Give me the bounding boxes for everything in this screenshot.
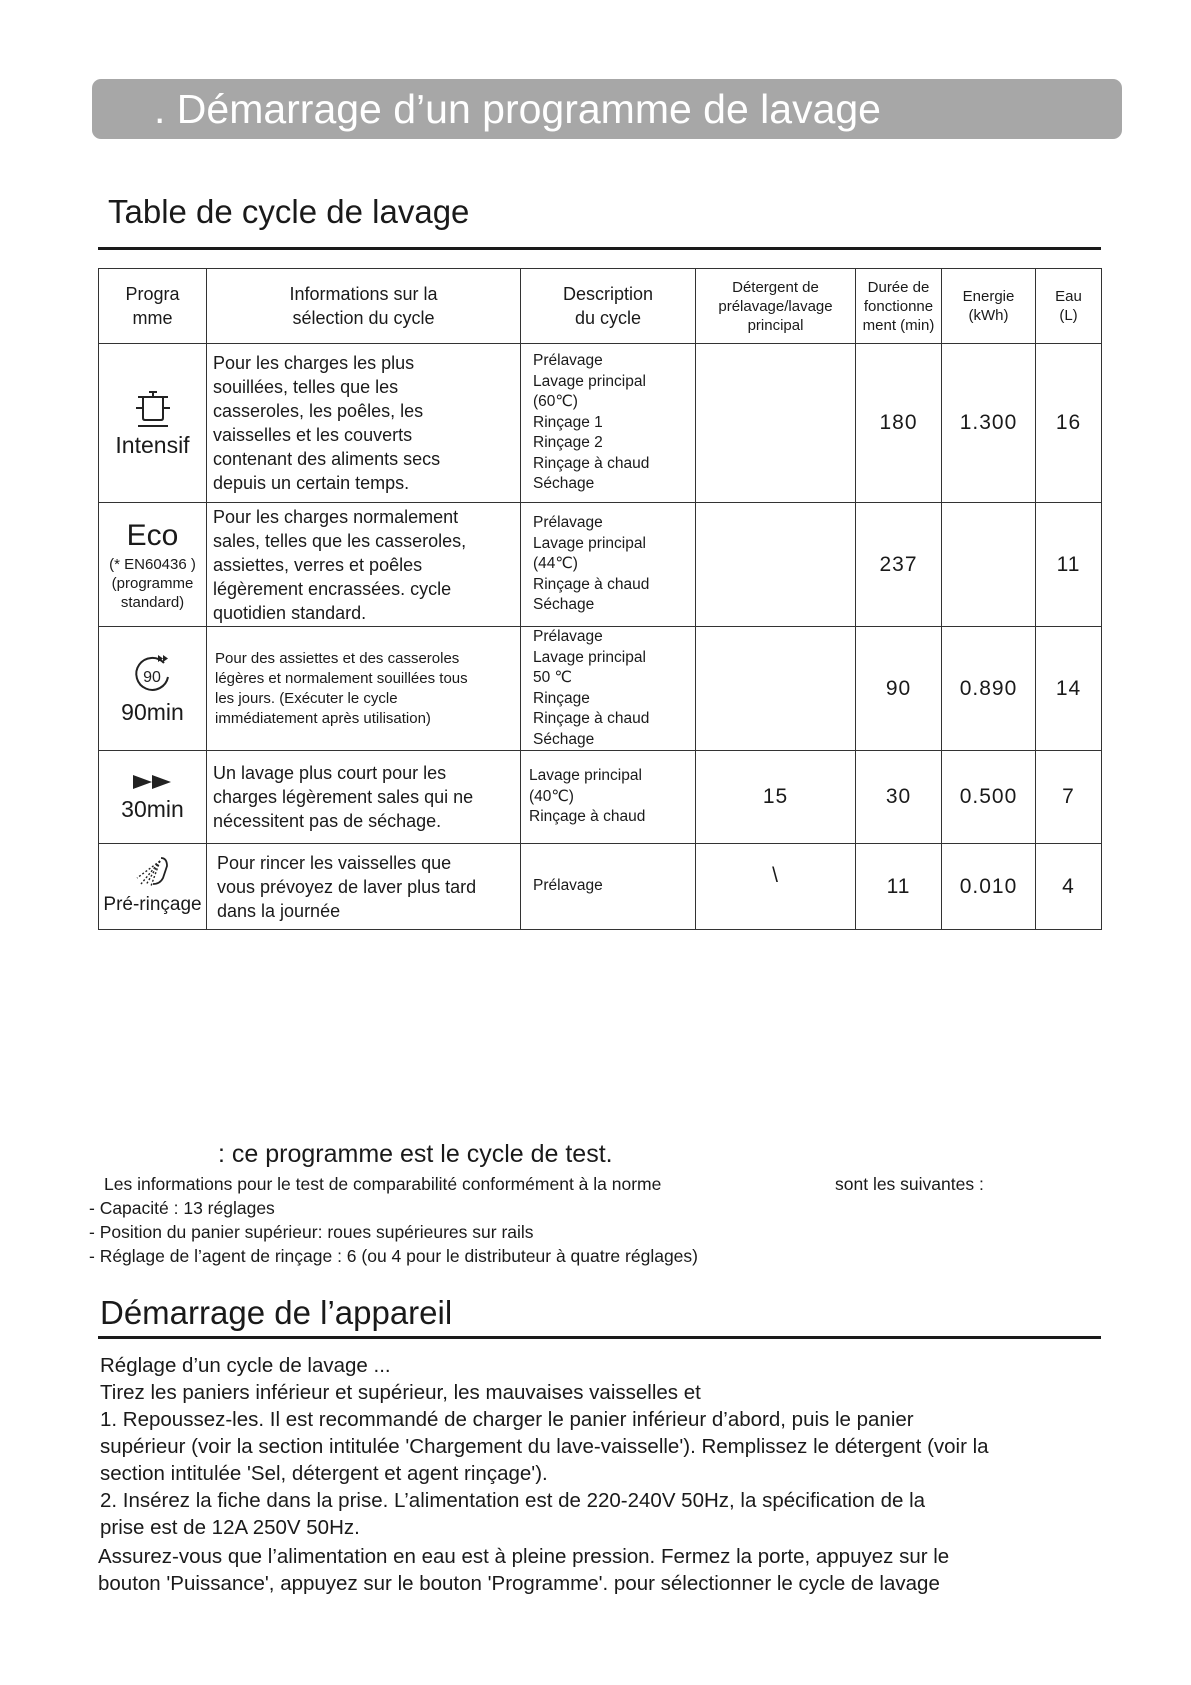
title-rule	[98, 247, 1101, 250]
startup-line: supérieur (voir la section intitulée 'Chargement du lave-vaisselle'). Remplissez le détergent (voir la	[100, 1435, 989, 1458]
header-description-line1: Description	[562, 284, 654, 304]
header-programme-line2: mme	[132, 308, 173, 328]
duration-value: 11	[856, 844, 942, 930]
program-note-line: (programme	[111, 575, 194, 592]
duration-value: 237	[856, 503, 942, 627]
cycle-info	[207, 503, 521, 627]
step-line: (60℃)	[533, 393, 578, 411]
info-line: charges légèrement sales qui ne	[213, 787, 474, 807]
info-line: depuis un certain temps.	[213, 473, 410, 493]
info-line: Un lavage plus court pour les	[213, 763, 447, 783]
energy-value: 0.500	[942, 751, 1036, 844]
shower-icon	[131, 854, 175, 890]
step-line: Rinçage 2	[533, 434, 603, 452]
program-name: Intensif	[115, 432, 190, 458]
info-line: légères et normalement souillées tous	[215, 669, 468, 687]
info-line: assiettes, verres et poêles	[213, 554, 423, 575]
duration-value: 180	[856, 344, 942, 503]
duration-value: 90	[856, 627, 942, 751]
step-line: Rinçage	[533, 689, 590, 707]
water-value: 7	[1036, 751, 1102, 844]
step-line: (44℃)	[533, 555, 578, 573]
detergent-value: 15	[696, 751, 856, 844]
test-info-item: - Réglage de l’agent de rinçage : 6 (ou 4 pour le distributeur à quatre réglages)	[89, 1246, 698, 1266]
step-line: Lavage principal	[533, 648, 646, 666]
test-info-line-end: sont les suivantes :	[835, 1174, 984, 1194]
detergent-value: \	[696, 844, 856, 930]
energy-value	[942, 503, 1036, 627]
startup-line: Réglage d’un cycle de lavage ...	[100, 1354, 391, 1377]
step-line: Rinçage à chaud	[533, 710, 650, 727]
header-description	[521, 269, 696, 344]
header-energy-line1: Energie	[962, 288, 1015, 305]
cycle-steps	[521, 503, 696, 627]
info-line: Pour les charges les plus	[213, 353, 415, 373]
step-line: Lavage principal	[529, 767, 642, 785]
program-name: Eco	[126, 519, 179, 552]
header-info	[207, 269, 521, 344]
header-detergent-line1: Détergent de	[732, 278, 819, 296]
test-cycle-heading: : ce programme est le cycle de test.	[218, 1140, 613, 1168]
step-line: Séchage	[533, 730, 595, 748]
detergent-value	[696, 344, 856, 503]
program-cell	[99, 627, 207, 751]
table-section-title: Table de cycle de lavage	[108, 193, 470, 230]
header-info-line1: Informations sur la	[289, 284, 438, 304]
header-duration-line2: fonctionne	[863, 297, 934, 315]
water-value: 14	[1036, 627, 1102, 751]
info-line: dans la journée	[217, 900, 341, 921]
table-row-pre-rincage	[99, 844, 1102, 930]
table-header-row	[99, 269, 1102, 344]
detergent-value	[696, 503, 856, 627]
startup-line: prise est de 12A 250V 50Hz.	[100, 1516, 360, 1539]
info-line: Pour les charges normalement	[213, 506, 459, 527]
startup-line: section intitulée 'Sel, détergent et agent rinçage').	[100, 1462, 548, 1485]
energy-value: 0.010	[942, 844, 1036, 930]
cycle-steps	[521, 751, 696, 844]
step-line: Séchage	[533, 596, 595, 614]
table-row-intensif	[99, 344, 1102, 503]
header-duration	[856, 269, 942, 344]
energy-value: 1.300	[942, 344, 1036, 503]
info-line: contenant des aliments secs	[213, 449, 441, 469]
info-line: souillées, telles que les	[213, 377, 399, 397]
pot-icon	[130, 386, 176, 430]
info-line: Pour rincer les vaisselles que	[217, 852, 452, 873]
header-programme-line1: Progra	[125, 284, 180, 304]
info-line: vous prévoyez de laver plus tard	[217, 876, 477, 897]
step-line: Rinçage 1	[533, 413, 603, 431]
duration-value: 30	[856, 751, 942, 844]
water-value: 16	[1036, 344, 1102, 503]
header-duration-line1: Durée de	[867, 278, 930, 296]
startup-section-title: Démarrage de l’appareil	[100, 1294, 453, 1331]
info-line: immédiatement après utilisation)	[215, 709, 431, 727]
program-name: 90min	[121, 698, 184, 725]
step-line: Prélavage	[533, 352, 603, 370]
header-detergent-line3: principal	[747, 316, 804, 334]
startup-line: Assurez-vous que l’alimentation en eau est à pleine pression. Fermez la porte, appuyez sur le	[98, 1545, 950, 1568]
energy-value: 0.890	[942, 627, 1036, 751]
cycle-info	[207, 627, 521, 751]
program-cell	[99, 844, 207, 930]
table-row-eco	[99, 503, 1102, 627]
cycle-info	[207, 751, 521, 844]
90-minute-cycle-icon	[128, 651, 178, 697]
fast-forward-icon	[130, 770, 176, 794]
startup-line: 2. Insérez la fiche dans la prise. L’alimentation est de 220-240V 50Hz, la spécification de la	[100, 1489, 926, 1512]
info-line: les jours. (Exécuter le cycle	[215, 689, 398, 707]
step-line: (40℃)	[529, 787, 574, 805]
water-value: 4	[1036, 844, 1102, 930]
program-cell	[99, 503, 207, 627]
step-line: 50 ℃	[533, 669, 572, 686]
info-line: Pour des assiettes et des casseroles	[215, 649, 460, 667]
header-description-line2: du cycle	[574, 308, 642, 328]
90-icon-label: 90	[142, 668, 161, 686]
startup-line: bouton 'Puissance', appuyez sur le bouton 'Programme'. pour sélectionner le cycle de lavage	[98, 1572, 940, 1595]
cycle-steps	[521, 627, 696, 751]
cycle-info	[207, 844, 521, 930]
startup-line: Tirez les paniers inférieur et supérieur, les mauvaises vaisselles et	[100, 1381, 701, 1404]
header-programme	[99, 269, 207, 344]
info-line: vaisselles et les couverts	[213, 425, 413, 445]
cycle-steps	[521, 844, 696, 930]
program-note-line: standard)	[120, 594, 185, 611]
section-banner	[92, 79, 1122, 139]
step-line: Rinçage à chaud	[533, 575, 650, 593]
header-water-line1: Eau	[1055, 288, 1082, 305]
header-water-line2: (L)	[1059, 307, 1078, 324]
test-info-line: Les informations pour le test de comparabilité conformément à la norme	[104, 1174, 662, 1194]
table-row-30min	[99, 751, 1102, 844]
program-cell	[99, 344, 207, 503]
step-line: Prélavage	[533, 628, 603, 645]
header-energy-line2: (kWh)	[968, 307, 1009, 324]
banner-title: . Démarrage d’un programme de lavage	[154, 86, 881, 132]
table-row-90min	[99, 627, 1102, 751]
water-value: 11	[1036, 503, 1102, 627]
cycle-info	[207, 344, 521, 503]
header-energy	[942, 269, 1036, 344]
header-info-line2: sélection du cycle	[292, 308, 435, 328]
info-line: quotidien standard.	[213, 602, 367, 623]
header-detergent	[696, 269, 856, 344]
program-name: Pré-rinçage	[103, 893, 202, 915]
header-water	[1036, 269, 1102, 344]
wash-cycle-table	[98, 268, 1102, 930]
detergent-value	[696, 627, 856, 751]
info-line: sales, telles que les casseroles,	[213, 530, 467, 551]
info-line: légèrement encrassées. cycle	[213, 578, 452, 599]
test-info-item: - Capacité : 13 réglages	[89, 1198, 275, 1218]
step-line: Prélavage	[533, 877, 603, 895]
step-line: Lavage principal	[533, 372, 646, 390]
step-line: Lavage principal	[533, 534, 646, 552]
header-duration-line3: ment (min)	[862, 316, 935, 334]
program-cell	[99, 751, 207, 844]
info-line: casseroles, les poêles, les	[213, 401, 424, 421]
step-line: Rinçage à chaud	[533, 454, 650, 472]
program-name: 30min	[121, 796, 184, 822]
step-line: Prélavage	[533, 514, 603, 532]
startup-rule	[98, 1336, 1101, 1339]
test-info-item: - Position du panier supérieur: roues supérieures sur rails	[89, 1222, 534, 1242]
header-detergent-line2: prélavage/lavage	[718, 297, 833, 315]
step-line: Rinçage à chaud	[529, 808, 646, 826]
cycle-steps	[521, 344, 696, 503]
program-note-line: (* EN60436 )	[109, 556, 196, 573]
info-line: nécessitent pas de séchage.	[213, 811, 442, 831]
startup-line: 1. Repoussez-les. Il est recommandé de charger le panier inférieur d’abord, puis le panier	[100, 1408, 914, 1431]
step-line: Séchage	[533, 475, 595, 493]
